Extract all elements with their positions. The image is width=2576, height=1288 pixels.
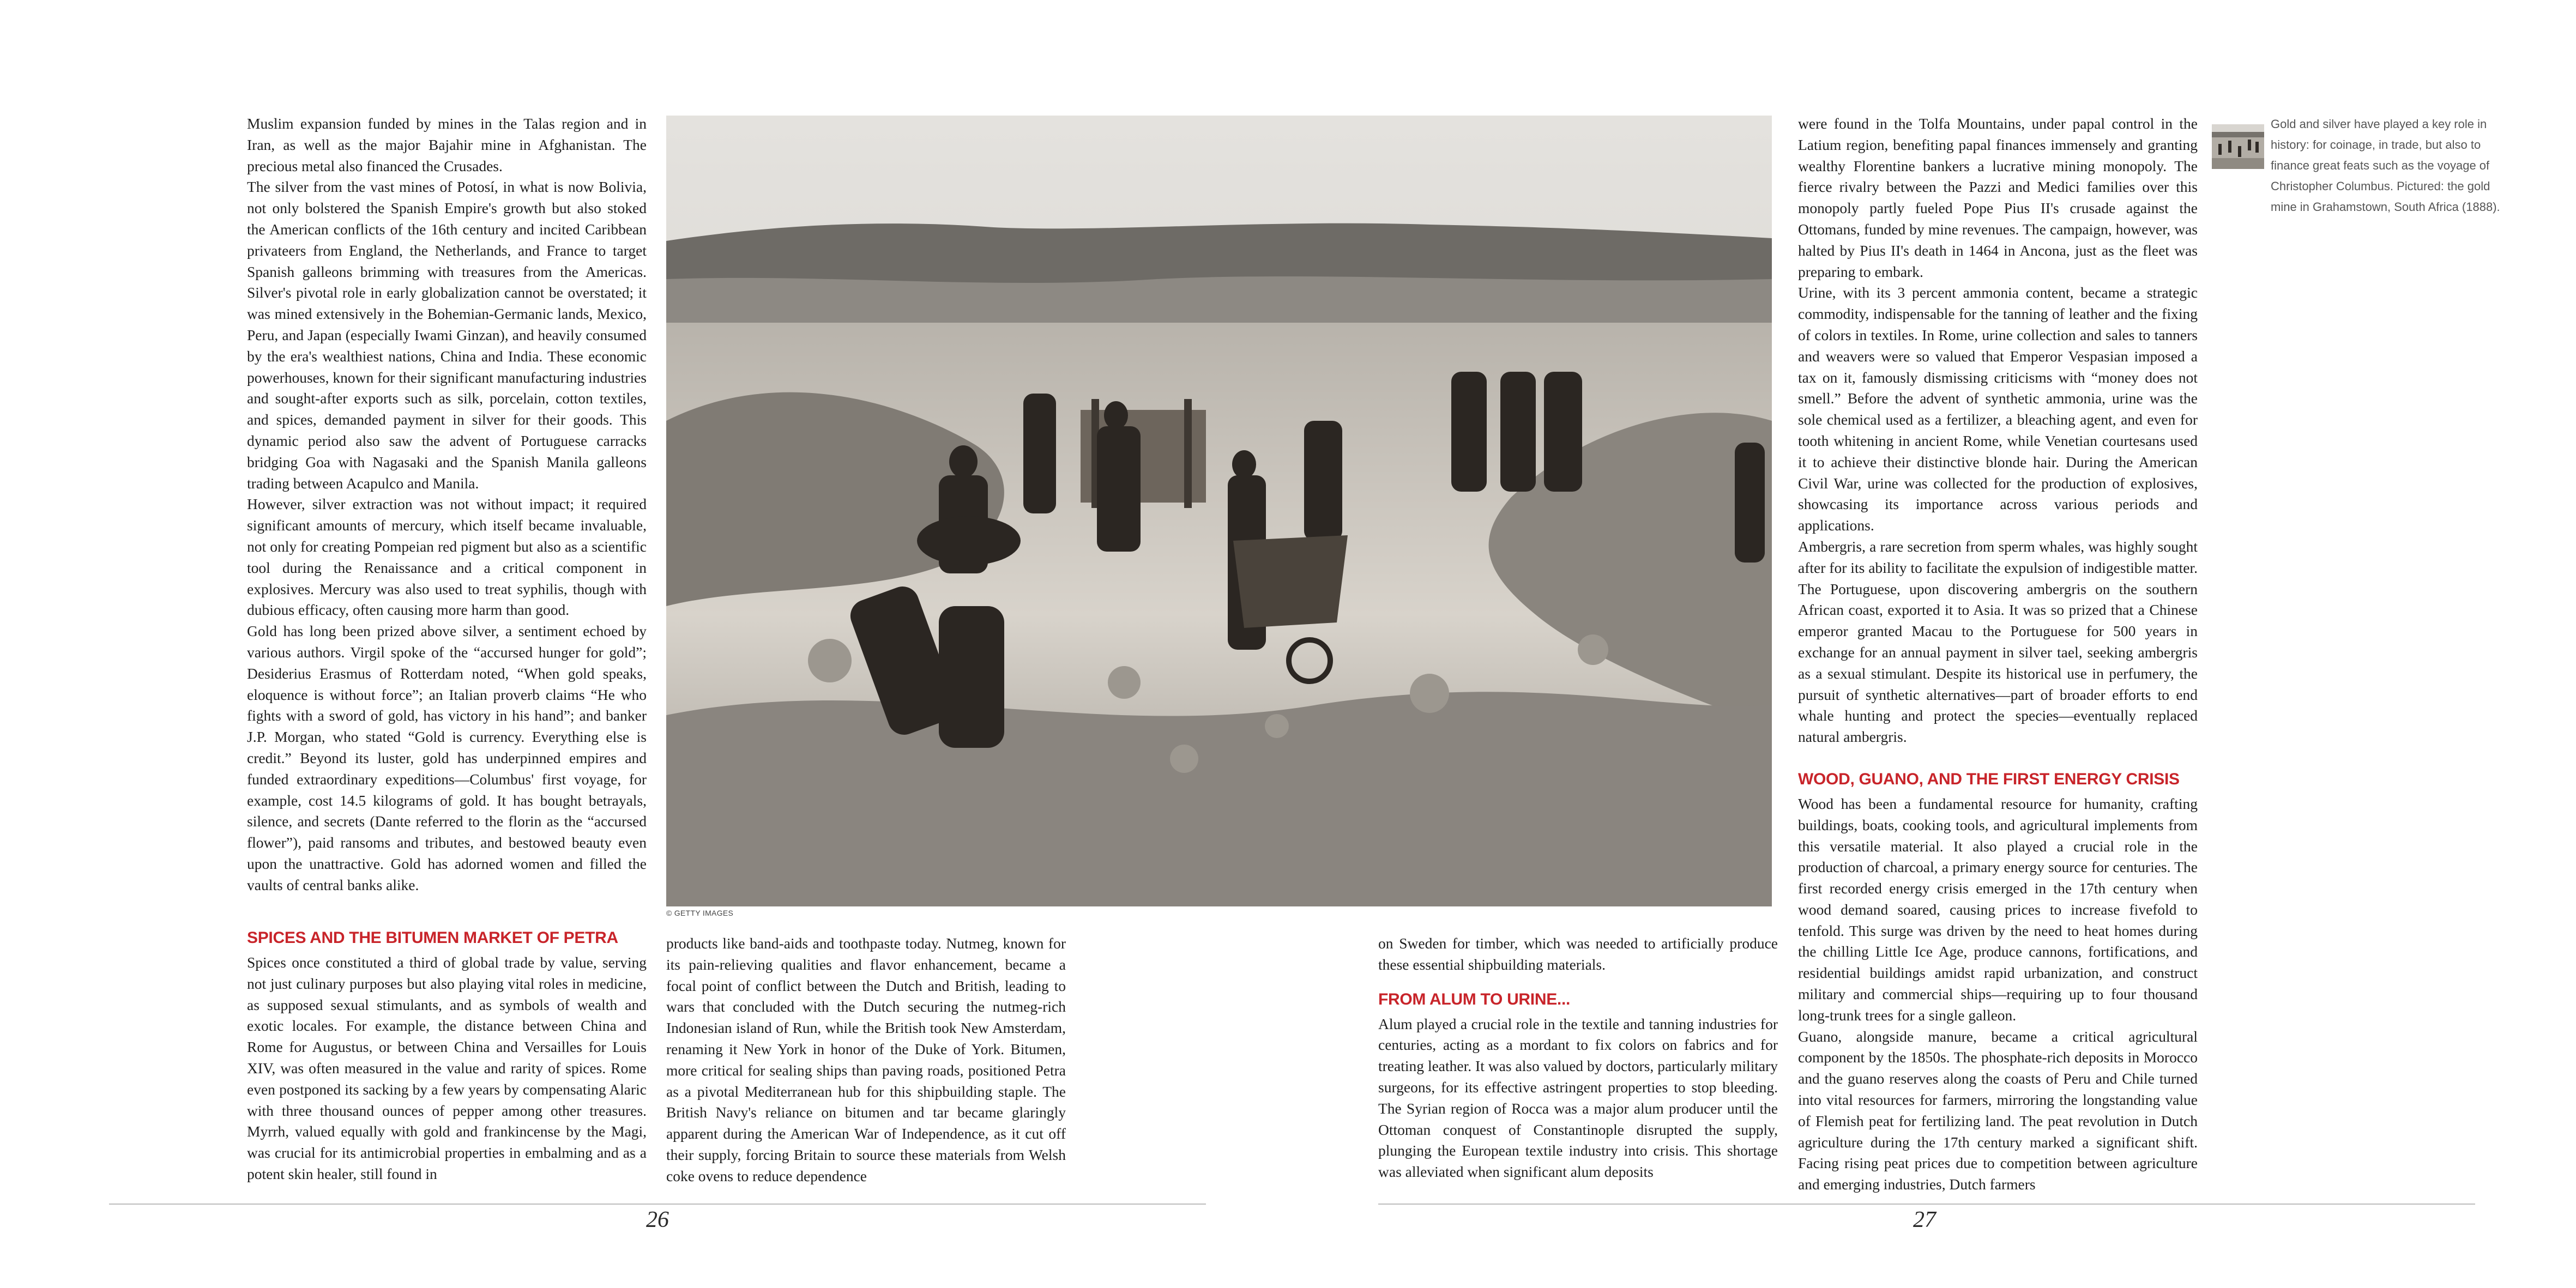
caption-thumbnail: [2212, 124, 2264, 169]
paragraph: Wood has been a fundamental resource for humanity, crafting buildings, boats, cooking tools, and agricultural implements from this versatile material. It also played a crucial role in the production of charcoal, a primary energy source for centuries. The first recorded energy crisis emerged in the 17th century when wood demand soared, causing prices to increase fivefold to tenfold. This surge was driven by the need to heat homes during the chilling Little Ice Age, produce cannons, fortifications, and residential buildings amidst rapid urbanization, and construct military and commercial ships—requiring up to four thousand long-trunk trees for a single galleon.: [1798, 795, 2198, 1024]
section-heading-wood: WOOD, GUANO, AND THE FIRST ENERGY CRISIS: [1798, 770, 2180, 788]
column-1-bottom: [247, 928, 647, 1193]
thumbnail-illustration: [2212, 124, 2264, 169]
paragraph: products like band-aids and toothpaste today. Nutmeg, known for its pain-relieving qualities and flavor enhancement, became a focal point of conflict between the Dutch and British, leading to wars that concluded with the Dutch securing the nutmeg-rich Indonesian island of Run, while the British took New Amsterdam, renaming it New York in honor of the Duke of York. Bitumen, more critical for sealing ships than paving roads, positioned Petra as a pivotal Mediterranean hub for this shipbuilding staple. The British Navy's reliance on bitumen and tar became glaringly apparent during the American War of Independence, as it cut off their supply, forcing Britain to source these materials from Welsh coke ovens to reduce dependence: [666, 935, 1066, 1184]
gold-mine-photo: [666, 116, 1772, 906]
photo-caption: Gold and silver have played a key role in history: for coinage, in trade, but also to finance great feats such as the voyage of Christopher Columbus. Pictured: the gold mine in Grahamstown, South Africa (1888).: [2271, 117, 2500, 214]
paragraph: Muslim expansion funded by mines in the Talas region and in Iran, as well as the major Bajahir mine in Afghanistan. The precious metal also financed the Crusades.: [247, 115, 647, 174]
paragraph: The silver from the vast mines of Potosí, in what is now Bolivia, not only bolstered the Spanish Empire's growth but also stoked the American conflicts of the 16th century and incited Caribbean privateers from England, the Netherlands, and France to target Spanish galleons brimming with treasures from the Americas. Silver's pivotal role in early globalization cannot be overstated; it was mined extensively in the Bohemian-Germanic lands, Mexico, Peru, and Japan (especially Iwami Ginzan), and heavily consumed by the era's wealthiest nations, China and India. These economic powerhouses, known for their significant manufacturing industries and sought-after exports such as silk, porcelain, cotton textiles, and spices, demanded payment in silver for their goods. This dynamic period also saw the advent of Portuguese carracks bridging Goa with Nagasaki and the Spanish Manila galleons trading between Acapulco and Manila.: [247, 178, 647, 492]
mine-photo-illustration: [666, 116, 1772, 906]
paragraph: were found in the Tolfa Mountains, under papal control in the Latium region, benefiting papal finances immensely and granting wealthy Florentine bankers a lucrative mining monopoly. The fierce rivalry between the Pazzi and Medici families over this monopoly partly fueled Pope Pius II's crusade against the Ottomans, funded by mine revenues. The campaign, however, was halted by Pius II's death in 1464 in Ancona, just as the fleet was preparing to embark.: [1798, 115, 2198, 280]
paragraph: Gold has long been prized above silver, a sentiment echoed by various authors. Virgil spoke of the “accursed hunger for gold”; Desiderius Erasmus of Rotterdam noted, “When gold speaks, eloquence is without force”; an Italian proverb claims “He who fights with a sword of gold, has victory in his hand”; and banker J.P. Morgan, who stated “Gold is currency. Everything else is credit.” Beyond its luster, gold has underpinned empires and funded extraordinary expeditions—Columbus' first voyage, for example, cost 14.5 kilograms of gold. It has bought betrayals, silence, and secrets (Dante referred to the florin as the “accursed flower”), paid ransoms and tributes, and bestowed beauty even upon the unattractive. Gold has adorned women and filled the vaults of central banks alike.: [247, 622, 647, 893]
footer-rule-left: [109, 1204, 1206, 1205]
photo-credit: © GETTY IMAGES: [666, 909, 734, 917]
paragraph: However, silver extraction was not without impact; it required significant amounts of mercury, which itself became invaluable, not only for creating Pompeian red pigment but also as a scientific tool during the Renaissance and a critical component in explosives. Mercury was also used to treat syphilis, though with dubious efficacy, often causing more harm than good.: [247, 495, 647, 619]
column-3-bottom: [1378, 933, 1778, 1193]
column-1-top: [247, 113, 647, 915]
paragraph: Urine, with its 3 percent ammonia content, became a strategic commodity, indispensable for the tanning of leather and the fixing of colors in textiles. In Rome, urine collection and sales to tanners and weavers were so valued that Emperor Vespasian imposed a tax on it, famously dismissing criticisms with “money does not smell.” Before the advent of synthetic ammonia, urine was the sole chemical used as a fertilizer, a bleaching agent, and even for tooth whitening in ancient Rome, while Venetian courtesans used it to achieve their distinctive blonde hair. During the American Civil War, urine was collected for the production of explosives, showcasing its importance across various periods and applications.: [1798, 284, 2198, 534]
paragraph: Spices once constituted a third of global trade by value, serving not just culinary purposes but also playing vital roles in medicine, as supposed sexual stimulants, and as symbols of wealth and exotic locales. For example, the distance between China and Rome for Augustus, or between China and Versailles for Louis XIV, was often measured in the value and rarity of spices. Rome even postponed its sacking by a few years by compensating Alaric with three thousand ounces of pepper among other treasures. Myrrh, valued equally with gold and frankincense by the Magi, was crucial for its antimicrobial properties in embalming and as a potent skin healer, still found in: [247, 954, 647, 1182]
section-heading-alum: FROM ALUM TO URINE...: [1378, 990, 1571, 1008]
paragraph: Alum played a crucial role in the textile and tanning industries for centuries, acting as a mordant to fix colors on fabrics and for treating leather. It was also valued by doctors, particularly military surgeons, for its effective astringent properties to stop bleeding. The Syrian region of Rocca was a major alum producer until the Ottoman conquest of Constantinople disrupted the supply, plunging the European textile industry into crisis. This shortage was alleviated when significant alum deposits: [1378, 1015, 1778, 1181]
paragraph: Guano, alongside manure, became a critical agricultural component by the 1850s. The phosphate-rich deposits in Morocco and the guano reserves along the coasts of Peru and Chile turned into vital resources for farmers, mirroring the longstanding value of Flemish peat for fertilizing land. The peat revolution in Dutch agriculture during the 17th century marked a significant shift. Facing rising peat prices due to competition between agriculture and emerging industries, Dutch farmers: [1798, 1027, 2198, 1193]
column-2-bottom: [666, 933, 1066, 1193]
paragraph: on Sweden for timber, which was needed to artificially produce these essential shipbuilding materials.: [1378, 935, 1778, 973]
page-number-right: 27: [1913, 1207, 1936, 1232]
section-heading-spices: SPICES AND THE BITUMEN MARKET OF PETRA: [247, 929, 618, 947]
column-4: [1798, 113, 2198, 1193]
paragraph: Ambergris, a rare secretion from sperm whales, was highly sought after for its ability to facilitate the expulsion of indigestible matter. The Portuguese, upon discovering ambergris on the southern African coast, exported it to Asia. It was so prized that a Chinese emperor granted Macau to the Portuguese for 500 years in exchange for an annual payment in silver tael, seeking ambergris as a sexual stimulant. Despite its historical use in perfumery, the pursuit of synthetic alternatives—part of broader efforts to end whale hunting and protect the species—eventually replaced natural ambergris.: [1798, 537, 2198, 746]
page-number-left: 26: [646, 1207, 669, 1232]
footer-rule-right: [1378, 1204, 2475, 1205]
